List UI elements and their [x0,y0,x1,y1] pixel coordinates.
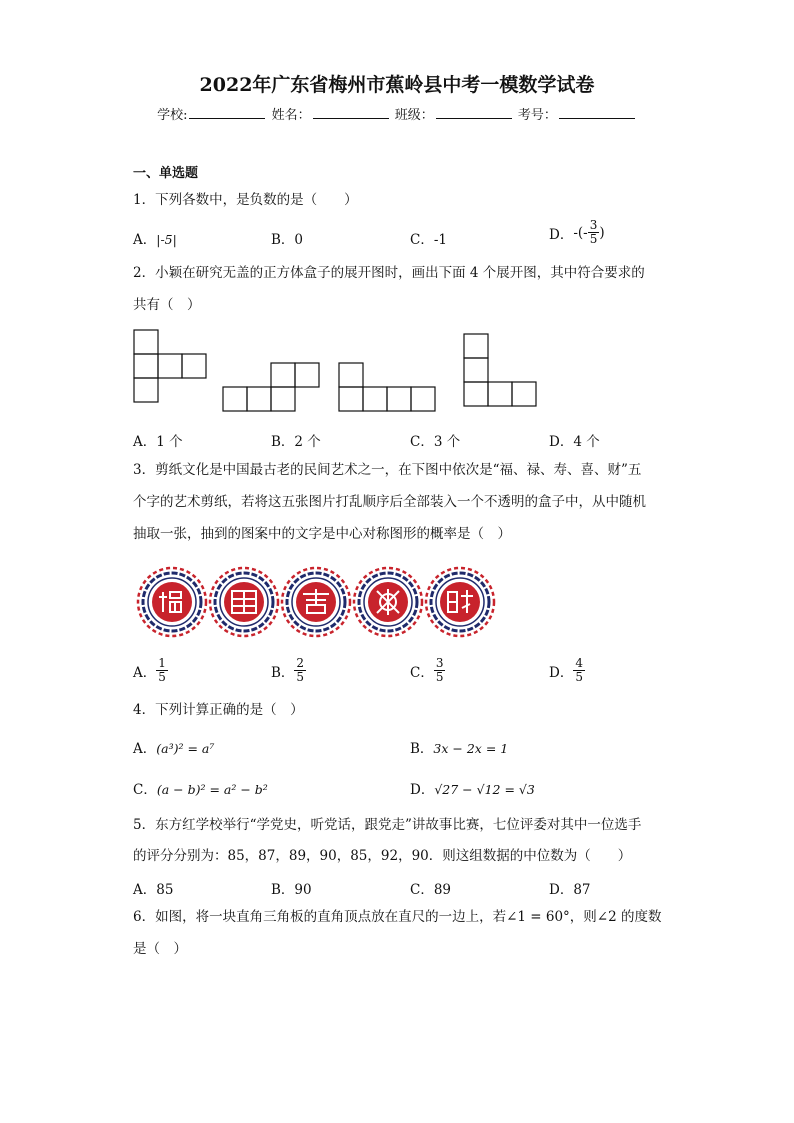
q4-d-expression: √27 − √12 = √3 [434,782,535,797]
q2-option-d[interactable]: D．4 个 [549,434,600,450]
q1-a-label: A． [133,232,157,248]
q4-b-expression: 3x − 2x = 1 [433,741,509,756]
q4-c-expression: (a − b)² = a² − b² [156,782,268,797]
q6-stem-line1: 6．如图，将一块直角三角板的直角顶点放在直尺的一边上，若∠1 = 60°，则∠2 的度数 [133,909,662,925]
q5-stem-line1: 5．东方红学校举行“学党史，听党话，跟党走”讲故事比赛，七位评委对其中一位选手 [133,817,642,833]
q1-d-fraction [588,219,600,246]
school-blank[interactable] [189,106,265,119]
q1-option-b[interactable]: B．0 [271,232,304,248]
cube-net-4 [464,334,536,406]
q1-d-label: D． [549,226,574,243]
q4-stem: 4．下列计算正确的是（ ） [133,702,304,718]
q3-c-fraction [434,657,446,684]
q1-d-value: -(- [573,224,588,241]
q4-option-a[interactable] [133,737,214,757]
q5-option-d[interactable]: D．87 [549,882,591,898]
cube-net-1 [134,330,206,402]
q3-d-label: D． [549,664,574,681]
q3-stem-line2: 个字的艺术剪纸，若将这五张图片打乱顺序后全部装入一个不透明的盒子中，从中随机 [133,494,646,510]
q5-stem-line2: 的评分分别为：85，87，89，90，85，92，90．则这组数据的中位数为（ ） [133,848,632,864]
q4-option-d[interactable] [410,778,535,798]
student-info-line [0,104,794,123]
cube-net-2 [223,363,319,411]
class-label: 班级： [394,108,434,123]
q3-c-denominator: 5 [435,670,444,684]
q1-stem: 1．下列各数中，是负数的是（ ） [133,192,358,208]
q3-option-b[interactable] [271,657,306,684]
name-blank[interactable] [313,106,389,119]
q3-b-numerator: 2 [296,656,305,670]
q4-c-label: C． [133,782,157,798]
papercut-fu [138,568,206,636]
q3-a-numerator: 1 [158,656,166,670]
q1-option-a[interactable] [133,228,177,248]
q1-d-numerator: 3 [589,218,598,232]
page-title: 2022年广东省梅州市蕉岭县中考一模数学试卷 [199,74,595,96]
q1-a-value: |-5| [156,232,177,247]
cube-net-3 [339,363,435,411]
q3-b-fraction [294,657,306,684]
q2-option-c[interactable]: C．3 个 [410,434,461,450]
q5-option-c[interactable]: C．89 [410,882,452,898]
q3-b-denominator: 5 [296,670,305,684]
q1-option-c[interactable]: C．-1 [410,232,447,248]
q3-d-numerator: 4 [575,656,583,670]
q3-d-fraction [573,657,585,684]
papercut-lu [210,568,278,636]
q3-a-denominator: 5 [158,670,166,684]
q3-stem-line3: 抽取一张，抽到的图案中的文字是中心对称图形的概率是（ ） [133,526,511,542]
q1-d-close: ) [599,224,605,241]
q4-a-label: A． [133,741,157,757]
q2-stem-line1: 2．小颖在研究无盖的正方体盒子的展开图时，画出下面 4 个展开图，其中符合要求的 [133,265,645,281]
q4-option-b[interactable] [410,737,508,757]
q3-option-a[interactable] [133,657,168,684]
cube-nets-figure [130,325,550,415]
q5-option-a[interactable]: A．85 [133,882,174,898]
q1-option-d[interactable] [549,219,605,246]
section-heading: 一、单选题 [133,166,199,181]
q3-c-numerator: 3 [435,656,444,670]
q4-b-label: B． [410,741,434,757]
number-blank[interactable] [559,106,635,119]
q3-b-label: B． [271,664,295,681]
class-blank[interactable] [436,106,512,119]
q6-stem-line2: 是（ ） [133,941,187,957]
q2-option-a[interactable]: A．1 个 [133,434,183,450]
q3-d-denominator: 5 [575,670,583,684]
papercut-xi [354,568,422,636]
papercut-figures [136,565,496,639]
papercut-shou [282,568,350,636]
q3-a-label: A． [133,664,157,681]
number-label: 考号： [517,108,557,123]
q5-option-b[interactable]: B．90 [271,882,312,898]
q4-d-label: D． [410,782,435,798]
q2-stem-line2: 共有（ ） [133,297,201,313]
q3-stem-line1: 3．剪纸文化是中国最古老的民间艺术之一，在下图中依次是“福、禄、寿、喜、财”五 [133,462,642,478]
q3-option-c[interactable] [410,657,445,684]
q2-option-b[interactable]: B．2 个 [271,434,321,450]
papercut-cai [426,568,494,636]
q3-c-label: C． [410,664,434,681]
q1-d-denominator: 5 [589,232,598,246]
q3-a-fraction [156,657,168,684]
name-label: 姓名： [271,108,311,123]
school-label: 学校: [157,108,188,123]
q4-a-expression: (a³)² = a⁷ [156,741,215,756]
q4-option-c[interactable] [133,778,268,798]
q3-option-d[interactable] [549,657,585,684]
